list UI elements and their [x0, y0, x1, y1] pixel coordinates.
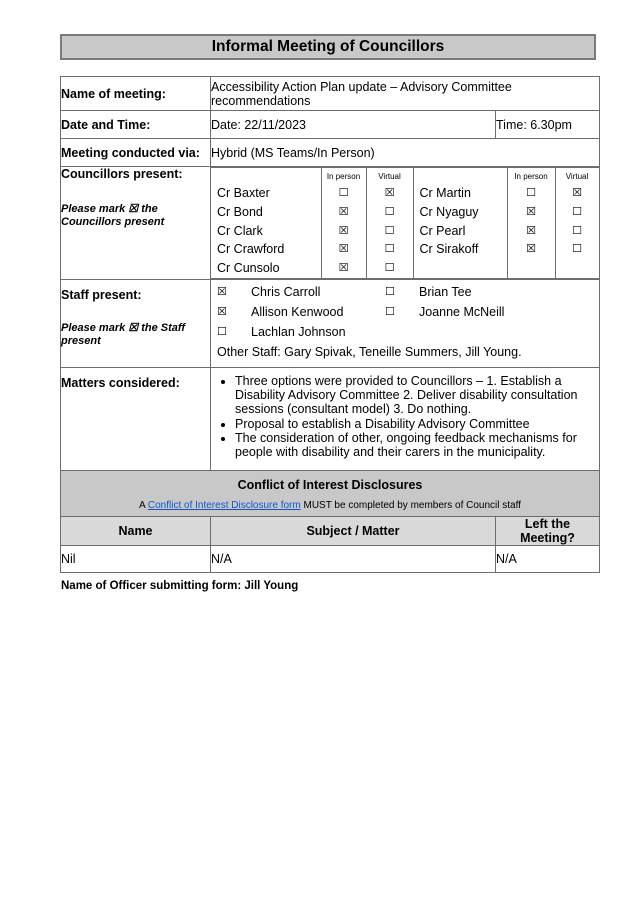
staff-name: Joanne McNeill	[419, 304, 505, 319]
in-person-checkbox[interactable]: ☒	[526, 223, 536, 237]
in-person-checkbox[interactable]: ☒	[526, 242, 536, 256]
coi-form-link[interactable]: Conflict of Interest Disclosure form	[147, 499, 301, 511]
virtual-checkbox[interactable]: ☐	[384, 261, 395, 275]
staff-checkbox[interactable]: ☐	[385, 284, 395, 298]
other-staff: Other Staff: Gary Spivak, Teneille Summers, Jill Young.	[217, 344, 522, 359]
councillor-name: Cr Cunsolo	[217, 261, 280, 276]
staff-name: Brian Tee	[419, 284, 472, 299]
coi-subject-header: Subject / Matter	[211, 516, 496, 545]
virtual-checkbox[interactable]: ☐	[384, 242, 395, 256]
virtual-checkbox[interactable]: ☒	[572, 186, 582, 199]
coi-title: Conflict of Interest Disclosures	[237, 477, 423, 492]
virtual-header: Virtual	[565, 172, 589, 181]
document-title: Informal Meeting of Councillors	[60, 34, 596, 60]
in-person-header: In person	[514, 172, 548, 181]
councillors-label: Councillors present:	[61, 167, 183, 181]
list-item: • Three options were provided to Councillors – 1. Establish a Disability Advisory Committee 2. Deliver disability consultation sessions (consultant model) 3. Do nothing.	[235, 374, 599, 417]
meeting-form-table	[60, 76, 600, 573]
coi-sub-prefix: A	[138, 499, 148, 511]
meeting-name-label: Name of meeting:	[61, 77, 211, 111]
staff-checkbox[interactable]: ☒	[217, 304, 227, 318]
virtual-checkbox[interactable]: ☐	[384, 204, 395, 218]
staff-note: Please mark ☒ the Staff present	[61, 321, 185, 347]
councillors-grid	[211, 167, 600, 280]
councillor-name: Cr Bond	[217, 204, 263, 219]
councillors-label-cell	[61, 167, 211, 280]
matters-label: Matters considered:	[61, 367, 211, 470]
in-person-checkbox[interactable]: ☒	[338, 242, 349, 256]
list-item: • The consideration of other, ongoing feedback mechanisms for people with disability and their carers in the municipality.	[235, 431, 599, 459]
matters-cell	[211, 367, 600, 470]
in-person-checkbox[interactable]: ☒	[338, 261, 349, 275]
coi-sub-suffix: MUST be completed by members of Council staff	[300, 499, 521, 511]
councillor-name: Cr Crawford	[217, 242, 285, 257]
in-person-checkbox[interactable]: ☒	[526, 204, 536, 218]
staff-name: Chris Carroll	[251, 284, 321, 299]
conducted-via-label: Meeting conducted via:	[61, 139, 211, 167]
staff-name: Lachlan Johnson	[251, 324, 346, 339]
in-person-checkbox[interactable]: ☐	[526, 186, 536, 199]
councillor-name: Cr Pearl	[419, 223, 466, 238]
coi-name-value: Nil	[61, 545, 211, 572]
coi-left-value: N/A	[496, 545, 600, 572]
councillors-note: Please mark ☒ the Councillors present	[61, 203, 165, 228]
submitting-officer: Name of Officer submitting form: Jill Young	[61, 580, 299, 592]
councillor-name: Cr Martin	[419, 186, 471, 200]
staff-grid	[211, 279, 600, 367]
meeting-name-value: Accessibility Action Plan update – Advisory Committee recommendations	[211, 77, 600, 111]
staff-label-cell	[61, 279, 211, 367]
list-item: • Proposal to establish a Disability Advisory Committee	[235, 417, 599, 431]
virtual-header: Virtual	[378, 172, 401, 181]
councillor-name: Cr Clark	[217, 223, 263, 238]
virtual-checkbox[interactable]: ☐	[572, 223, 582, 237]
coi-subject-value: N/A	[211, 545, 496, 572]
coi-subtitle	[61, 500, 599, 511]
councillor-name: Cr Sirakoff	[419, 242, 479, 257]
virtual-checkbox[interactable]: ☐	[384, 223, 395, 237]
virtual-checkbox[interactable]: ☐	[572, 204, 582, 218]
virtual-checkbox[interactable]: ☐	[572, 242, 582, 256]
in-person-checkbox[interactable]: ☒	[338, 223, 349, 237]
coi-left-header: Left the Meeting?	[496, 516, 600, 545]
time-value: Time: 6.30pm	[496, 111, 600, 139]
coi-name-header: Name	[61, 516, 211, 545]
coi-header	[61, 470, 600, 516]
councillor-name: Cr Nyaguy	[419, 204, 479, 219]
staff-checkbox[interactable]: ☒	[217, 284, 227, 298]
staff-checkbox[interactable]: ☐	[385, 304, 395, 318]
datetime-label: Date and Time:	[61, 111, 211, 139]
date-value: Date: 22/11/2023	[211, 111, 496, 139]
in-person-checkbox[interactable]: ☒	[338, 204, 349, 218]
in-person-header: In person	[326, 172, 361, 181]
table-row	[61, 545, 600, 572]
matters-list	[211, 374, 599, 459]
staff-name: Allison Kenwood	[251, 304, 344, 319]
staff-checkbox[interactable]: ☐	[217, 324, 227, 338]
virtual-checkbox[interactable]: ☒	[384, 186, 395, 199]
in-person-checkbox[interactable]: ☐	[338, 186, 349, 199]
councillor-name: Cr Baxter	[217, 186, 270, 200]
conducted-via-value: Hybrid (MS Teams/In Person)	[211, 139, 600, 167]
staff-label: Staff present:	[61, 287, 142, 302]
